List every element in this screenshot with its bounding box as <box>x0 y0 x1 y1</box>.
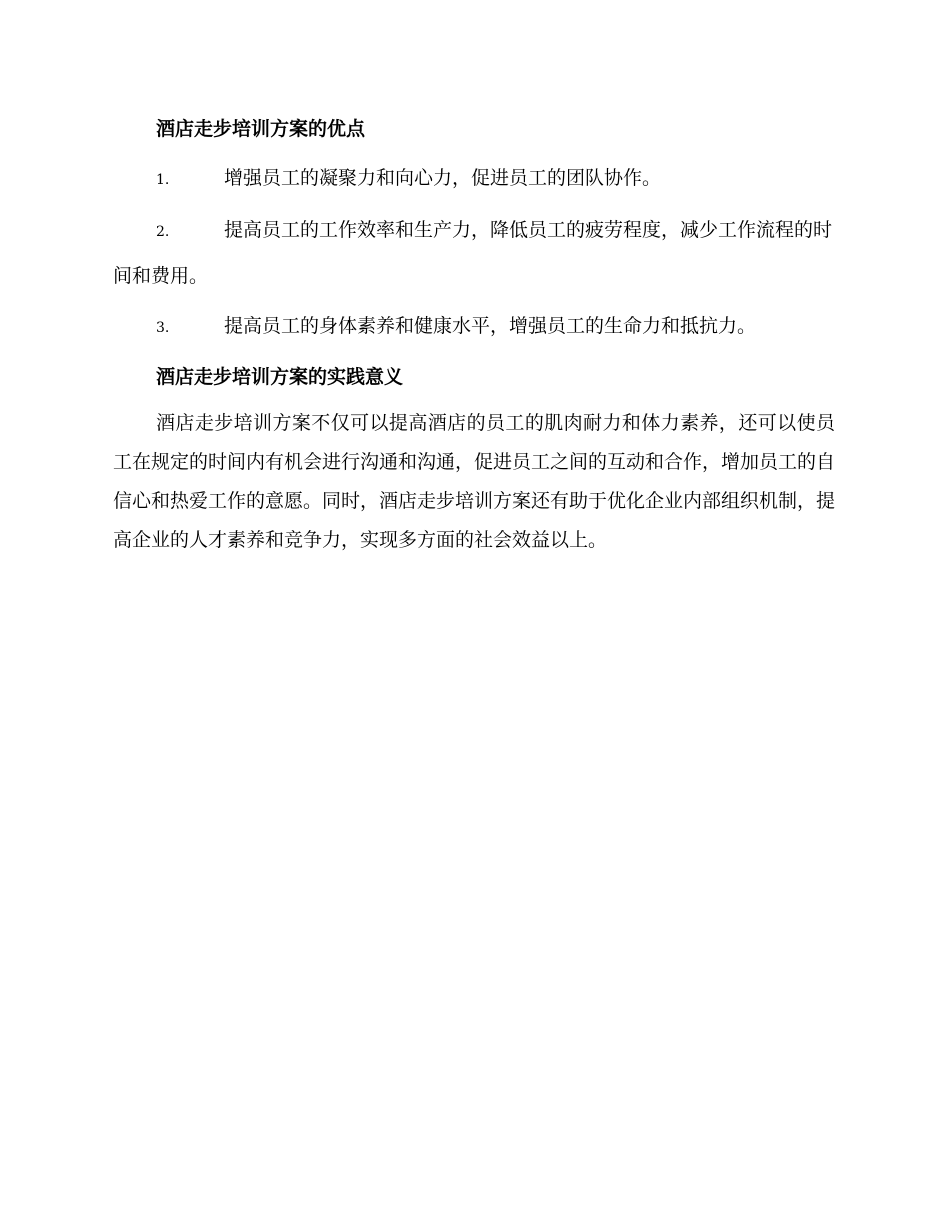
section-heading-advantages: 酒店走步培训方案的优点 <box>156 118 366 140</box>
list-item-3 <box>113 304 835 350</box>
list-item-1 <box>113 156 835 202</box>
list-text: 提高员工的工作效率和生产力，降低员工的疲劳程度，减少工作流程的时间和费用。 <box>113 219 833 287</box>
list-number: 1. <box>156 172 170 188</box>
list-text: 提高员工的身体素养和健康水平，增强员工的生命力和抵抗力。 <box>224 315 757 337</box>
document-content <box>113 108 835 560</box>
section-heading-significance: 酒店走步培训方案的实践意义 <box>156 366 404 388</box>
list-number: 3. <box>156 320 170 336</box>
list-text: 增强员工的凝聚力和向心力，促进员工的团队协作。 <box>224 167 662 189</box>
list-item-2 <box>113 208 835 298</box>
list-number: 2. <box>156 224 170 240</box>
body-paragraph: 酒店走步培训方案不仅可以提高酒店的员工的肌肉耐力和体力素养，还可以使员工在规定的时间内有机会进行沟通和沟通，促进员工之间的互动和合作，增加员工的自信心和热爱工作的意愿。同时，酒店走步培训方案还有助于优化企业内部组织机制，提高企业的人才素养和竞争力，实现多方面的社会效益以上。 <box>113 412 836 551</box>
